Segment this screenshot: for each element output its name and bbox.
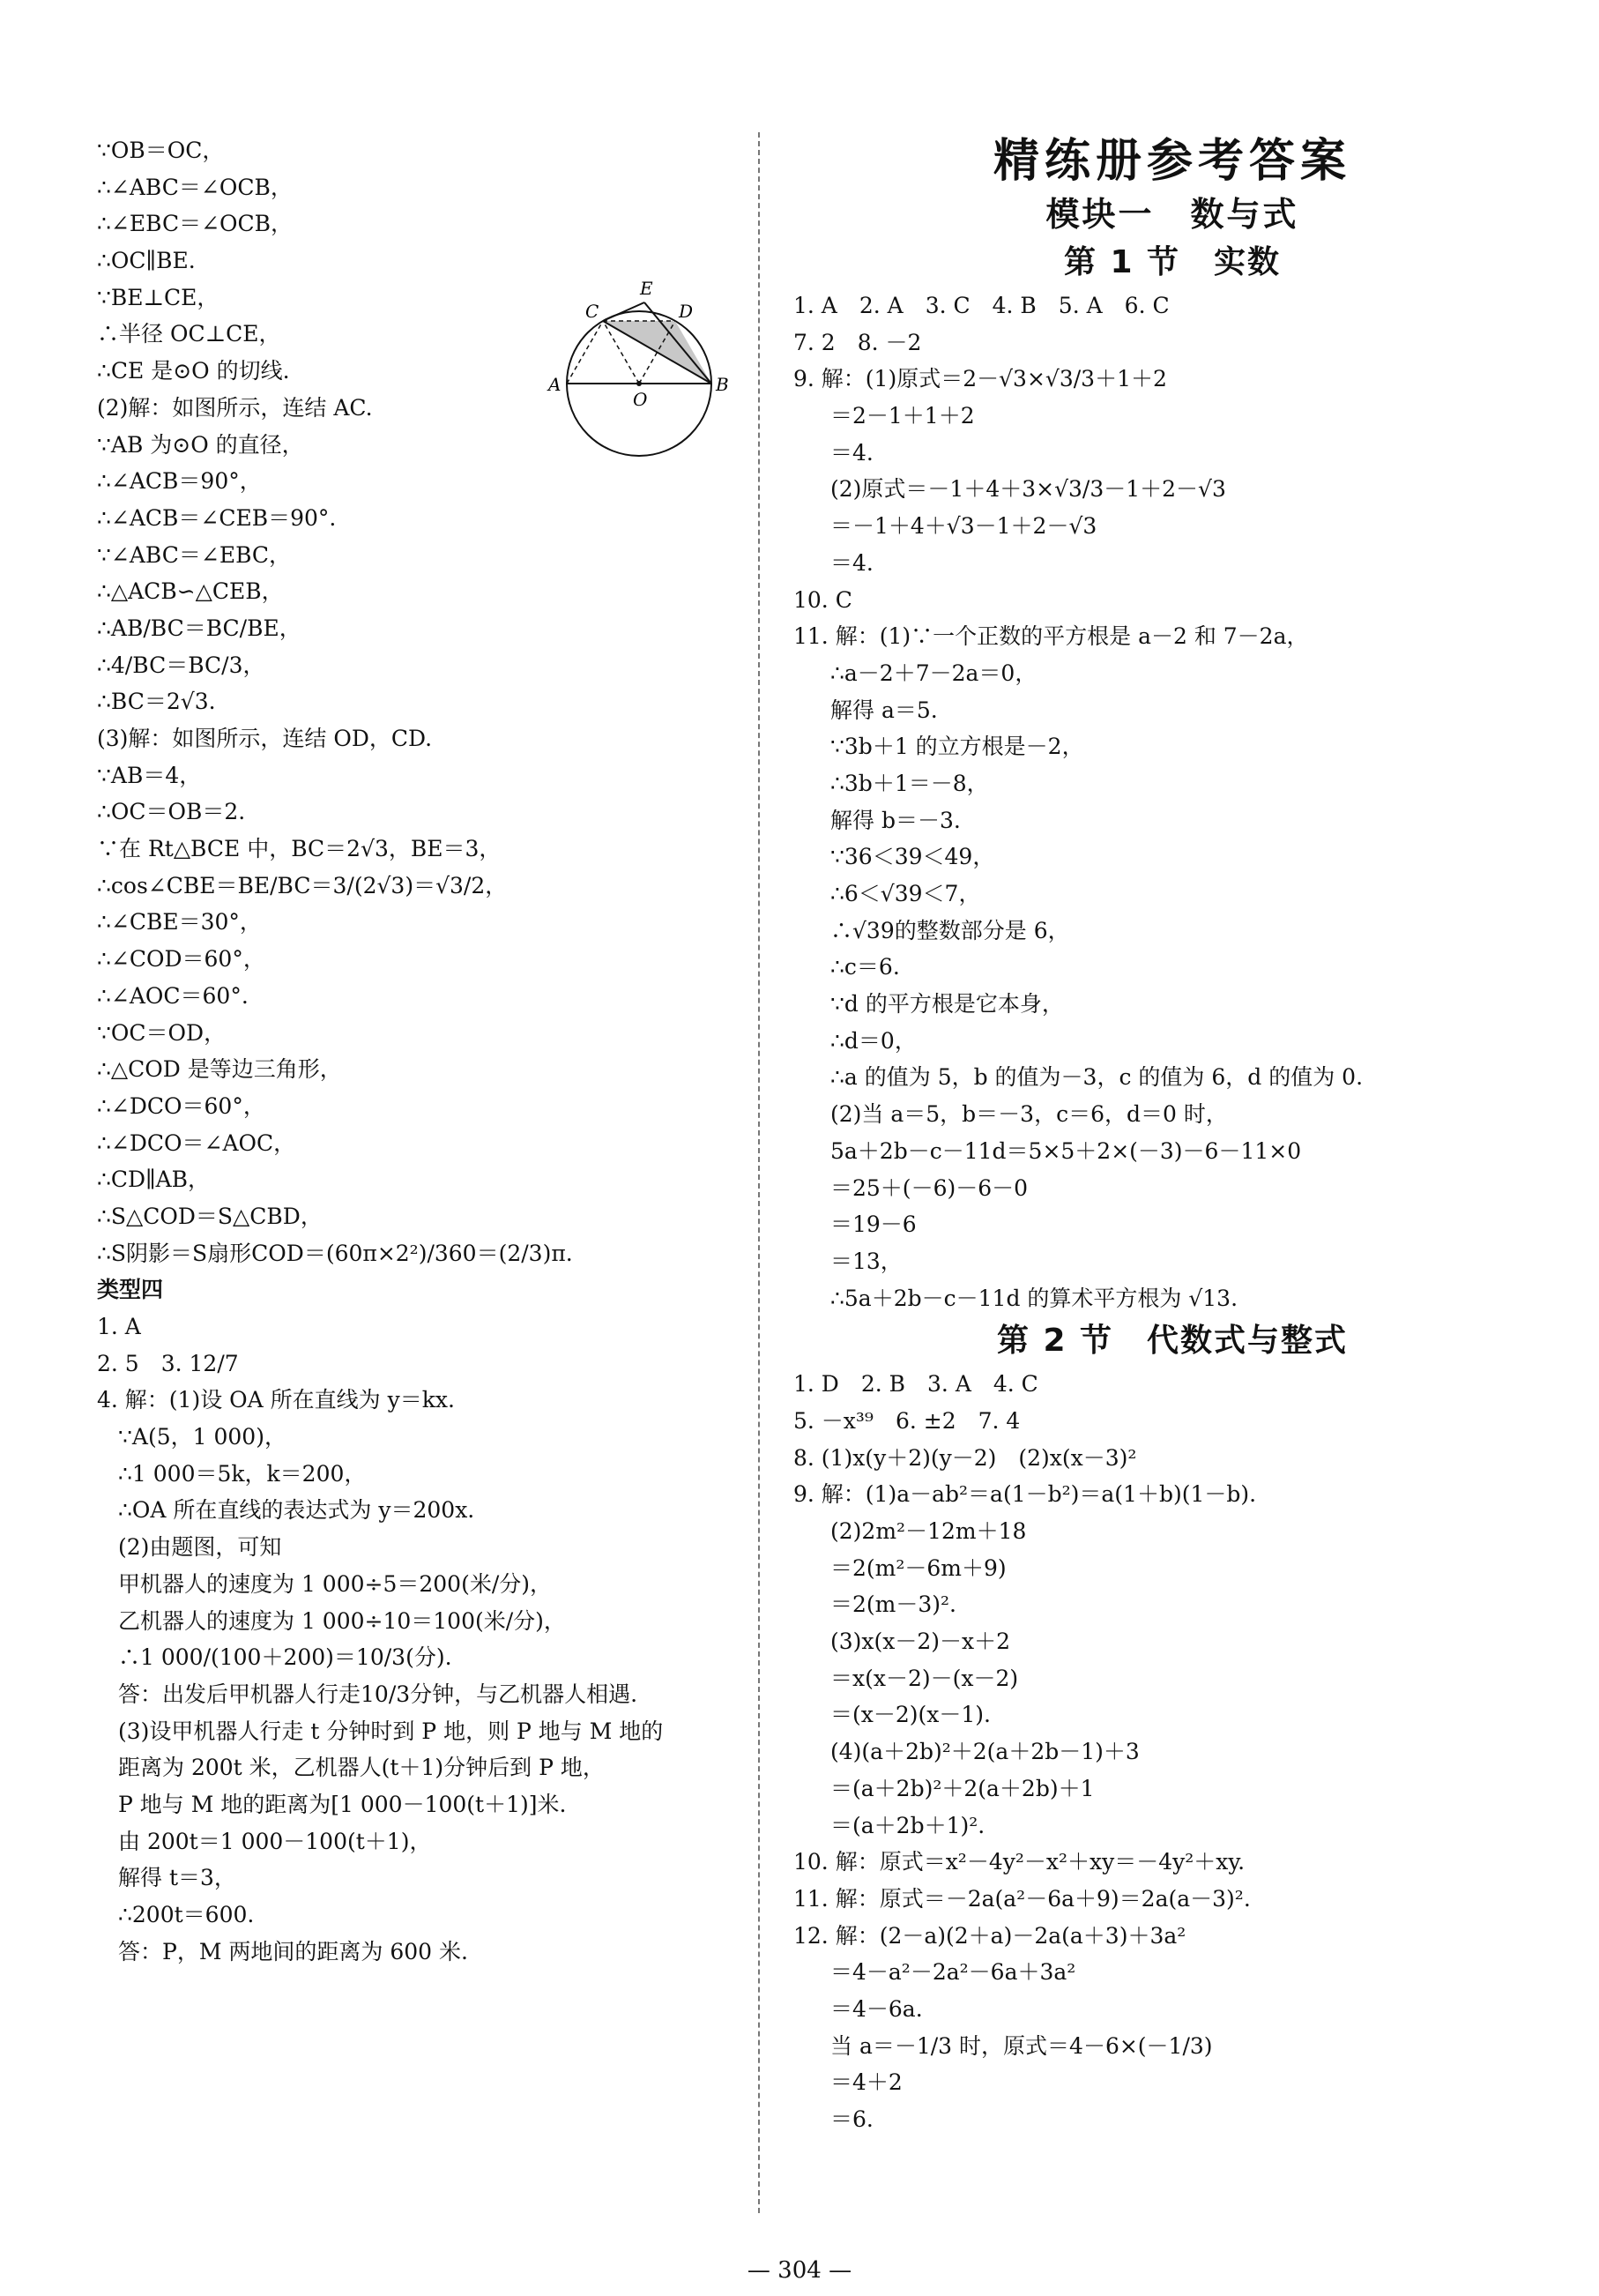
text-line: 由 200t＝1 000－100(t＋1)， (118, 1828, 432, 1854)
text-line: ∴1 000＝5k，k＝200， (118, 1460, 367, 1487)
text-line: ∴半径 OC⊥CE， (97, 321, 281, 347)
page-title: 精练册参考答案 (993, 135, 1351, 188)
text-line: ∵AB 为⊙O 的直径， (97, 431, 304, 458)
text-line: (3)解：如图所示，连结 OD，CD. (97, 726, 433, 751)
text-line: ∵d 的平方根是它本身， (830, 991, 1064, 1018)
text-line: ＝4. (830, 549, 874, 576)
text-line: ＝4＋2 (830, 2069, 903, 2096)
text-line: 乙机器人的速度为 1 000÷10＝100(米/分)， (118, 1607, 566, 1634)
text-line: ∴cos∠CBE＝BE/BC＝3/(2√3)＝√3/2， (97, 872, 508, 898)
text-line: ∴OC∥BE. (97, 248, 196, 274)
text-line: 5a＋2b－c－11d＝5×5＋2×(－3)－6－11×0 (830, 1137, 1302, 1164)
text-line: ＝(a＋2b＋1)². (830, 1812, 985, 1838)
text-line: ∴3b＋1＝－8， (830, 770, 989, 796)
label-b: B (716, 374, 729, 395)
text-line: ＝2(m－3)². (830, 1592, 956, 1618)
label-c: C (585, 301, 599, 322)
text-line: 11. 解：原式＝－2a(a²－6a＋9)＝2a(a－3)². (793, 1885, 1251, 1912)
text-line: ∵3b＋1 的立方根是－2， (830, 734, 1084, 760)
text-line: 8. (1)x(y＋2)(y－2) (2)x(x－3)² (793, 1444, 1137, 1471)
text-line: ＝(x－2)(x－1). (830, 1702, 991, 1728)
text-line: ＝x(x－2)－(x－2) (830, 1665, 1019, 1691)
text-line: ∴BC＝2√3. (97, 689, 216, 715)
text-line: P 地与 M 地的距离为[1 000－100(t＋1)]米. (118, 1791, 567, 1817)
text-line: 10. 解：原式＝x²－4y²－x²＋xy＝－4y²＋xy. (793, 1849, 1246, 1875)
text-line: (2)解：如图所示，连结 AC. (97, 394, 373, 421)
text-line: ∴∠CBE＝30°， (97, 909, 262, 936)
center-point (636, 381, 642, 386)
text-line: ∵BE⊥CE， (97, 284, 219, 310)
text-line: 10. C (793, 586, 852, 613)
text-line: (4)(a＋2b)²＋2(a＋2b－1)＋3 (830, 1739, 1140, 1765)
text-line: (2)2m²－12m＋18 (830, 1518, 1027, 1544)
text-line: (3)x(x－2)－x＋2 (830, 1629, 1011, 1655)
text-line: ∴6＜√39＜7， (830, 881, 981, 906)
text-line: ＝2－1＋1＋2 (830, 403, 975, 429)
text-line: ∴∠ACB＝90°， (97, 468, 262, 495)
text-line: 1. A (97, 1314, 141, 1339)
module-title: 模块一 数与式 (1045, 195, 1299, 234)
text-line: ∴d＝0， (830, 1027, 917, 1054)
label-e: E (640, 278, 653, 299)
text-line: ∵AB＝4， (97, 762, 202, 788)
text-line: ＝4－6a. (830, 1995, 923, 2022)
section-1-title: 第 1 节 实数 (1063, 244, 1282, 280)
text-line: ∴1 000/(100＋200)＝10/3(分). (118, 1644, 452, 1671)
text-line: ∵OC＝OD， (97, 1019, 227, 1046)
text-line: ∴∠EBC＝∠OCB， (97, 211, 294, 237)
text-line: ∴CE 是⊙O 的切线. (97, 358, 290, 384)
text-line: (2)当 a＝5，b＝－3，c＝6，d＝0 时， (830, 1101, 1228, 1128)
text-line: 1. D 2. B 3. A 4. C (793, 1371, 1038, 1398)
text-line: ∴c＝6. (830, 954, 900, 980)
text-line: (3)设甲机器人行走 t 分钟时到 P 地，则 P 地与 M 地的 (118, 1718, 664, 1744)
text-line: 解得 t＝3， (118, 1865, 236, 1891)
text-line: (2)原式＝－1＋4＋3×√3/3－1＋2－√3 (830, 476, 1226, 503)
text-line: ＝－1＋4＋√3－1＋2－√3 (830, 513, 1097, 540)
text-line: ∴∠AOC＝60°. (97, 982, 249, 1009)
text-line: 答：P，M 两地间的距离为 600 米. (118, 1938, 468, 1964)
text-line: ∴△ACB∽△CEB， (97, 578, 284, 605)
text-line: ＝19－6 (830, 1211, 917, 1238)
text-line: ∴∠ABC＝∠OCB， (97, 174, 293, 200)
text-line: ∴∠DCO＝∠AOC， (97, 1129, 296, 1156)
text-line: 答：出发后甲机器人行走10/3分钟，与乙机器人相遇. (118, 1681, 638, 1707)
text-line: 7. 2 8. －2 (793, 329, 922, 355)
section-1-lines (793, 287, 1551, 1316)
text-line: ＝4. (830, 439, 874, 466)
section-heading-type4: 类型四 (97, 1277, 164, 1303)
text-line: ∵OB＝OC， (97, 138, 225, 163)
text-line: ∴5a＋2b－c－11d 的算术平方根为 √13. (830, 1285, 1238, 1311)
left-answer-lines (97, 1308, 749, 1970)
label-o: O (633, 389, 648, 410)
section-2-lines (793, 1366, 1551, 2137)
text-line: ∴200t＝600. (118, 1902, 255, 1927)
text-line: 解得 b＝－3. (830, 807, 961, 833)
text-line: 甲机器人的速度为 1 000÷5＝200(米/分)， (118, 1570, 553, 1597)
text-line: ∴√39的整数部分是 6， (830, 917, 1070, 943)
text-line: ∴∠DCO＝60°， (97, 1092, 265, 1119)
label-a: A (548, 374, 562, 395)
column-divider (758, 132, 760, 2213)
text-line: ∴a－2＋7－2a＝0， (830, 660, 1037, 686)
text-line: ∵在 Rt△BCE 中，BC＝2√3，BE＝3， (97, 836, 502, 862)
text-line: ＝13， (830, 1248, 903, 1274)
section-2-title: 第 2 节 代数式与整式 (996, 1323, 1349, 1360)
segment-ac (567, 321, 603, 384)
text-line: 4. 解：(1)设 OA 所在直线为 y＝kx. (97, 1387, 455, 1413)
text-line: ＝4－a²－2a²－6a＋3a² (830, 1959, 1076, 1986)
right-column (793, 132, 1551, 2138)
text-line: ＝(a＋2b)²＋2(a＋2b)＋1 (830, 1775, 1095, 1801)
text-line: ∴CD∥AB， (97, 1167, 211, 1193)
text-line: 5. －x³⁹ 6. ±2 7. 4 (793, 1407, 1021, 1434)
text-line: 距离为 200t 米，乙机器人(t＋1)分钟后到 P 地， (118, 1755, 605, 1781)
text-line: ∵36＜39＜49， (830, 844, 995, 870)
text-line: 9. 解：(1)原式＝2－√3×√3/3＋1＋2 (793, 366, 1167, 392)
text-line: ∴4/BC＝BC/3， (97, 652, 265, 678)
text-line: ∵∠ABC＝∠EBC， (97, 541, 292, 568)
text-line: ∴S△COD＝S△CBD， (97, 1203, 323, 1229)
text-line: ∴a 的值为 5，b 的值为－3，c 的值为 6，d 的值为 0. (830, 1064, 1364, 1091)
text-line: ∴△COD 是等边三角形， (97, 1056, 342, 1083)
text-line: ∵A(5，1 000)， (118, 1424, 286, 1450)
page-number: — 304 — (747, 2257, 852, 2284)
text-line: ∴AB/BC＝BC/BE， (97, 615, 301, 641)
text-line: (2)由题图，可知 (118, 1534, 282, 1561)
text-line: ∴∠ACB＝∠CEB＝90°. (97, 504, 337, 531)
text-line: ＝6. (830, 2106, 874, 2132)
text-line: 12. 解：(2－a)(2＋a)－2a(a＋3)＋3a² (793, 1922, 1186, 1949)
text-line: ∴OA 所在直线的表达式为 y＝200x. (118, 1497, 475, 1524)
text-line: 解得 a＝5. (830, 697, 938, 723)
text-line: ∴∠COD＝60°， (97, 946, 265, 973)
text-line: ＝2(m²－6m＋9) (830, 1554, 1007, 1581)
text-line: 9. 解：(1)a－ab²＝a(1－b²)＝a(1＋b)(1－b). (793, 1481, 1257, 1508)
text-line: 1. A 2. A 3. C 4. B 5. A 6. C (793, 293, 1170, 318)
text-line: 11. 解：(1)∵一个正数的平方根是 a－2 和 7－2a， (793, 623, 1309, 650)
label-d: D (679, 301, 694, 322)
text-line: 2. 5 3. 12/7 (97, 1350, 239, 1376)
text-line: ∴OC＝OB＝2. (97, 799, 246, 825)
text-line: ∴S阴影＝S扇形COD＝(60π×2²)/360＝(2/3)π. (97, 1240, 573, 1266)
circle-geometry-figure (547, 273, 732, 458)
text-line: 当 a＝－1/3 时，原式＝4－6×(－1/3) (830, 2032, 1213, 2059)
text-line: ＝25＋(－6)－6－0 (830, 1174, 1029, 1201)
